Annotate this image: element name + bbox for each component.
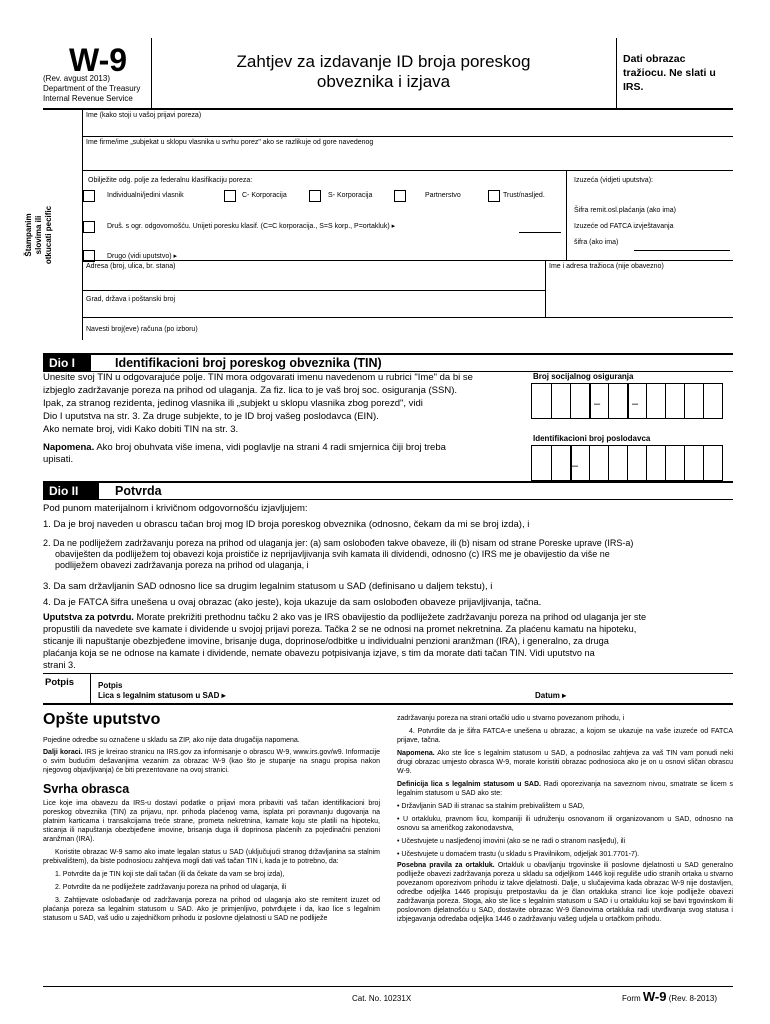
part1-note-line2: upisati. bbox=[43, 454, 74, 465]
ssn-box[interactable] bbox=[531, 383, 723, 419]
name-input[interactable] bbox=[86, 122, 726, 134]
ssn-dash-2: – bbox=[632, 398, 639, 410]
footer-rev: (Rev. 8-2013) bbox=[668, 994, 718, 1003]
date-input[interactable] bbox=[575, 686, 725, 698]
part2-instructions-l1 bbox=[43, 611, 646, 623]
general-p2-text: IRS je kreirao stranicu na IRS.gov za informisanje o obrascu W-9, www.irs.gov/w9. Informacije o svim budućim dešavanjima vezanim za obrazac W-9 (kao što je stupanje na snagu propisa nakon njegovog objavljivanja) će biti prezentovane na ovoj stranici. bbox=[43, 749, 380, 774]
right-p4 bbox=[397, 780, 733, 798]
part2-instructions-l4: plaćanja koja se ne odnose na kamate i dividende, nemate obavezu potpisivanja izjave, s tim da morate dati tačan TIN. Vidi uputstvo na bbox=[43, 648, 595, 658]
fatca-label-line1: Izuzeće od FATCA izvještavanja bbox=[574, 223, 674, 230]
general-p4: Koristite obrazac W-9 samo ako imate legalan status u SAD (uključujući stranog državljanina sa stalnim prebivalištem), da biste podnosiocu zahtjeva mogli dati vaš tačan TIN i, kada je to potrebno, da: bbox=[43, 849, 380, 865]
form-department: Department of the Treasury bbox=[43, 84, 141, 93]
part2-intro: Pod punom materijalnom i krivičnom odgovornošću izjavljujem: bbox=[43, 503, 308, 514]
general-p2 bbox=[43, 748, 380, 775]
part2-item2-l2: obaviješten da podliježem toj obavezi koja proističe iz neprijavljivanja svih kamata ili dividendi, odnosno (c) IRS me je obavijestio da više ne bbox=[55, 549, 610, 559]
form-title-line2: obveznika i izjava bbox=[316, 72, 451, 91]
form-header bbox=[43, 38, 733, 110]
part2-item2-l1: 2. Da ne podliježem zadržavanju poreza na prihod od ulaganja jer: (a) sam oslobođen takve obaveze, ili (b) nisam od strane Poreske uprave (IRS-a) bbox=[43, 538, 634, 548]
ein-box[interactable] bbox=[531, 445, 723, 481]
footer-form-prefix: Form bbox=[622, 994, 641, 1003]
catalog-number: Cat. No. 10231X bbox=[352, 994, 412, 1003]
part1-title: Identifikacioni broj poreskog obveznika (TIN) bbox=[115, 356, 382, 370]
side-label-line1: Štampanim bbox=[24, 213, 33, 257]
part1-line5: Ako nemate broj, vidi Kako dobiti TIN na str. 3. bbox=[43, 424, 239, 435]
business-name-input[interactable] bbox=[86, 150, 726, 164]
part1-line1: Unesite svoj TIN u odgovarajuće polje. TIN mora odgovarati imenu navedenom u rubrici "Ime" da bi se bbox=[43, 372, 473, 383]
signature-sublabel: Lica s legalnim statusom u SAD ▸ bbox=[98, 691, 226, 700]
right-p5 bbox=[397, 861, 733, 924]
part1-line2: izbjeglo zadržavanje poreza na prihod od ulaganja. Za fiz. lica to je vaš broj soc. osiguranja (SSN). bbox=[43, 385, 458, 396]
general-heading: Opšte uputstvo bbox=[43, 711, 161, 728]
part1-note-bold: Napomena. bbox=[43, 442, 95, 453]
signature-input[interactable] bbox=[250, 682, 520, 698]
right-p5-text: Ortakluk u obavljanju trgovinske ili poslovne djelatnosti u SAD generalno podliježe obavezi zadržavanja poreza u skladu sa odjeljkom 1446 koji reguliše udio stranih ortaka u stvarno povezanom oporezivom prihodu iz takve djelatnosti. Dalje, u slučajevima kada obrazac W-9 nije dostavljen, odredbe odjeljka 1446 propisuju pretpostavku da je član ortakluka stranci lice koje podliježe obavezi zadržavanja poreza. Stoga, ako ste lice s legalnim statusom u SAD i u ortakluku koji se bavi trgovinskom ili poslovnom djelatnošću u SAD, dostavite obrazac W-9 članovima ortakluka radi utvrđivanja svog statusa i izbjegavanja odredaba odjeljka 1446 o zadržavanju vašeg udjela u ortačkom prihodu. bbox=[397, 862, 733, 923]
ssn-dash-1: – bbox=[594, 398, 601, 410]
city-input[interactable] bbox=[86, 305, 541, 315]
right-bullet3: • Učestvujete u nasljeđenoj imovini (ako se ne radi o stranom nasljeđu), ili bbox=[397, 838, 626, 845]
fatca-label-line2: šifra (ako ima) bbox=[574, 239, 619, 246]
right-p1: zadržavanju poreza na strani ortački udio u stvarno povezanom prihodu, i bbox=[397, 715, 625, 722]
part2-item1: 1. Da je broj naveden u obrascu tačan broj mog ID broja poreskog obveznika (odnosno, čekam da mi se broj izda), i bbox=[43, 519, 530, 530]
right-p5-bold: Posebna pravila za ortakluk. bbox=[397, 862, 495, 869]
general-p2-bold: Dalji koraci. bbox=[43, 749, 83, 756]
c-corp-label: C- Korporacija bbox=[242, 192, 287, 199]
form-agency: Internal Revenue Service bbox=[43, 94, 133, 103]
general-p5: 1. Potvrdite da je TIN koji ste dali tačan (ili da čekate da vam se broj izda), bbox=[55, 871, 285, 878]
print-or-type-side-label bbox=[24, 180, 68, 290]
part1-tag: Dio I bbox=[43, 355, 91, 371]
part1-line3: Ipak, za stranog rezidenta, jedinog vlasnika ili „subjekt u sklopu vlasnika zbog porezd", vidi bbox=[43, 398, 423, 409]
part1-note bbox=[43, 442, 446, 454]
note-line3: IRS. bbox=[623, 81, 644, 93]
part2-title: Potvrda bbox=[115, 484, 162, 498]
date-label: Datum ▸ bbox=[535, 691, 567, 700]
exempt-payee-label: Šifra remit.osl.plaćanja (ako ima) bbox=[574, 207, 676, 214]
general-p3: Lice koje ima obavezu da IRS-u dostavi podatke o prijavi mora pribaviti vaš tačan identifikacioni broj poreskog obveznika (TIN) za prijavu, npr. prihoda plaćenog vama, isplata pri poravnanju dugovanja na platnim karticama i transakcijama treće strane, prometa nekretnina, kamate koju ste platili na hipoteku, sticanja ili napuštanja obezbjeđene imovine, brisanja duga ili doprinosa plaćenih za pojedinačni penzioni aranžman (IRA). bbox=[43, 800, 380, 843]
right-bullet2: • U ortakluku, pravnom licu, kompaniji ili udruženju osnovanom ili organizovanom u SAD, odnosno na osnovu sa američkog zakonodavstva, bbox=[397, 816, 733, 832]
other-label: Drugo (vidi uputstvo) ▸ bbox=[107, 253, 178, 260]
right-p3-text: Ako ste lice s legalnim statusom u SAD, a podnosilac zahtjeva za vaš TIN vam ponudi neki drugi obrazac umjesto obrasca W-9, morate koristiti obrazac podnosioca ako je on u osnovi sličan obrascu W-9. bbox=[397, 750, 733, 775]
right-p4-bold: Definicija lica s legalnim statusom u SAD. bbox=[397, 781, 541, 788]
partnership-checkbox[interactable] bbox=[394, 190, 406, 202]
signature-label: Potpis bbox=[98, 681, 123, 690]
general-p7: 3. Zahtijevate oslobađanje od zadržavanja poreza na prihod od ulaganja ako ste remitent izuzet od plaćanja poreza sa legalnim statusom u SAD. Ako je primjenljivo, potvrđujete i da, kao lice s legalnim statusom u SAD, vaš udio u zajedničkom prihodu iz poslovne djelatnosti u SAD ne podliježe bbox=[43, 897, 380, 922]
part2-instructions-l5: strani 3. bbox=[43, 660, 76, 670]
account-numbers-input[interactable] bbox=[86, 335, 726, 345]
ein-dash: – bbox=[572, 460, 579, 472]
footer-form-id bbox=[622, 990, 717, 1006]
instr-l1-text: Morate prekrižiti prethodnu tačku 2 ako vas je IRS obavijestio da podliježete zadržavanju poreza na prihod od ulaganja jer ste bbox=[133, 612, 647, 622]
right-column bbox=[397, 714, 733, 924]
general-instructions bbox=[43, 710, 380, 923]
part1-line4: Dio I uputstva na str. 3. Za druge subjekte, to je ID broj vašeg poslodavca (EIN). bbox=[43, 411, 379, 422]
note-line1: Dati obrazac bbox=[623, 53, 686, 65]
right-p3-bold: Napomena. bbox=[397, 750, 435, 757]
partnership-label: Partnerstvo bbox=[425, 192, 461, 199]
sign-label: Potpis bbox=[45, 677, 75, 688]
part2-instructions-l3: sticanje ili napuštanje obezbjeđene imovine, brisanje duga, doprinose/odbitke u individualni penzioni aranžman (IRA), i generalno, za druga bbox=[43, 636, 609, 646]
right-bullet1: • Državljanin SAD ili stranac sa stalnim prebivalištem u SAD, bbox=[397, 803, 585, 810]
trust-checkbox[interactable] bbox=[488, 190, 500, 202]
llc-label: Druš. s ogr. odgovornošću. Unijeti poresku klasif. (C=C korporacija., S=S korp., P=ortakluk) ▸ bbox=[107, 223, 396, 230]
right-p4-text: Radi oporezivanja na saveznom nivou, smatrate se licem s legalnim statusom u SAD ako ste: bbox=[397, 781, 734, 797]
ein-label: Identifikacioni broj poslodavca bbox=[533, 434, 651, 443]
address-label: Adresa (broj, ulica, br. stana) bbox=[86, 263, 176, 270]
llc-checkbox[interactable] bbox=[83, 221, 95, 233]
c-corp-checkbox[interactable] bbox=[224, 190, 236, 202]
part2-item3: 3. Da sam državljanin SAD odnosno lice sa drugim legalnim statusom u SAD (definisano u daljem tekstu), i bbox=[43, 581, 493, 592]
side-label-line3: otkucati pecific bbox=[44, 205, 53, 265]
side-label-line2: slovima ili bbox=[34, 215, 43, 255]
footer-form-code: W-9 bbox=[642, 989, 667, 1004]
requester-label: Ime i adresa tražioca (nije obavezno) bbox=[549, 263, 664, 270]
general-p6: 2. Potvrdite da ne podliježete zadržavanju poreza na prihod od ulaganja, ili bbox=[55, 884, 287, 891]
classification-label: Obilježite odg. polje za federalnu klasifikaciju poreza: bbox=[88, 177, 253, 184]
account-numbers-label: Navesti broj(eve) računa (po izboru) bbox=[86, 326, 198, 333]
right-bullet4: • Učestvujete u domaćem trastu (u skladu s Pravilnikom, odjeljak 301.7701-7). bbox=[397, 851, 640, 858]
part2-instructions-l2: propustili da navedete sve kamate i dividende u svojoj prijavi poreza. Tačka 2 se ne odnosi na promet nekretnina. Za plaćenu kamatu na hipoteku, bbox=[43, 624, 637, 634]
form-title-line1: Zahtjev za izdavanje ID broja poreskog bbox=[236, 52, 531, 71]
address-input[interactable] bbox=[86, 273, 541, 285]
ssn-label: Broj socijalnog osiguranja bbox=[533, 372, 634, 381]
part2-item2-l3: podliježem obavezi zadržavanja poreza na prihod od ulaganja, i bbox=[55, 560, 309, 570]
individual-checkbox[interactable] bbox=[83, 190, 95, 202]
exemptions-label: Izuzeća (vidjeti uputstva): bbox=[574, 177, 653, 184]
right-p3 bbox=[397, 749, 733, 776]
business-name-label: Ime firme/ime „subjekat u sklopu vlasnika u svrhu porez" ako se razlikuje od gore navedenog bbox=[86, 139, 374, 146]
note-line2: tražiocu. Ne slati u bbox=[623, 67, 716, 79]
form-revision: (Rev. avgust 2013) bbox=[43, 74, 110, 83]
part2-item4: 4. Da je FATCA šifra unešena u ovaj obrazac (ako jeste), koja ukazuje da sam oslobođen obaveze prijavljivanja, tačna. bbox=[43, 597, 542, 608]
right-p2: 4. Potvrdite da je šifra FATCA-e unešena u obrazac, a kojom se ukazuje na vaše izuzeće od FATCA prijave, tačna. bbox=[397, 728, 733, 744]
form-code: W-9 bbox=[69, 42, 128, 78]
trust-label: Trust/nasljed. bbox=[503, 192, 545, 199]
form-instruction-note bbox=[623, 52, 716, 94]
part1-note-text: Ako broj obuhvata više imena, vidi poglavlje na strani 4 radi smjernica čiji broj treba bbox=[94, 442, 446, 453]
city-label: Grad, država i poštanski broj bbox=[86, 296, 176, 303]
general-p1: Pojedine odredbe su označene u skladu sa ZIP, ako nije data drugačija napomena. bbox=[43, 737, 300, 744]
individual-label: Individualni/jedini vlasnik bbox=[107, 192, 184, 199]
instr-bold: Uputstva za potvrdu. bbox=[43, 612, 134, 622]
fatca-code-input[interactable] bbox=[634, 240, 730, 251]
part2-tag: Dio II bbox=[43, 483, 99, 499]
name-field-label: Ime (kako stoji u vašoj prijavi poreza) bbox=[86, 112, 202, 119]
purpose-heading: Svrha obrasca bbox=[43, 782, 130, 796]
s-corp-label: S- Korporacija bbox=[328, 192, 373, 199]
s-corp-checkbox[interactable] bbox=[309, 190, 321, 202]
